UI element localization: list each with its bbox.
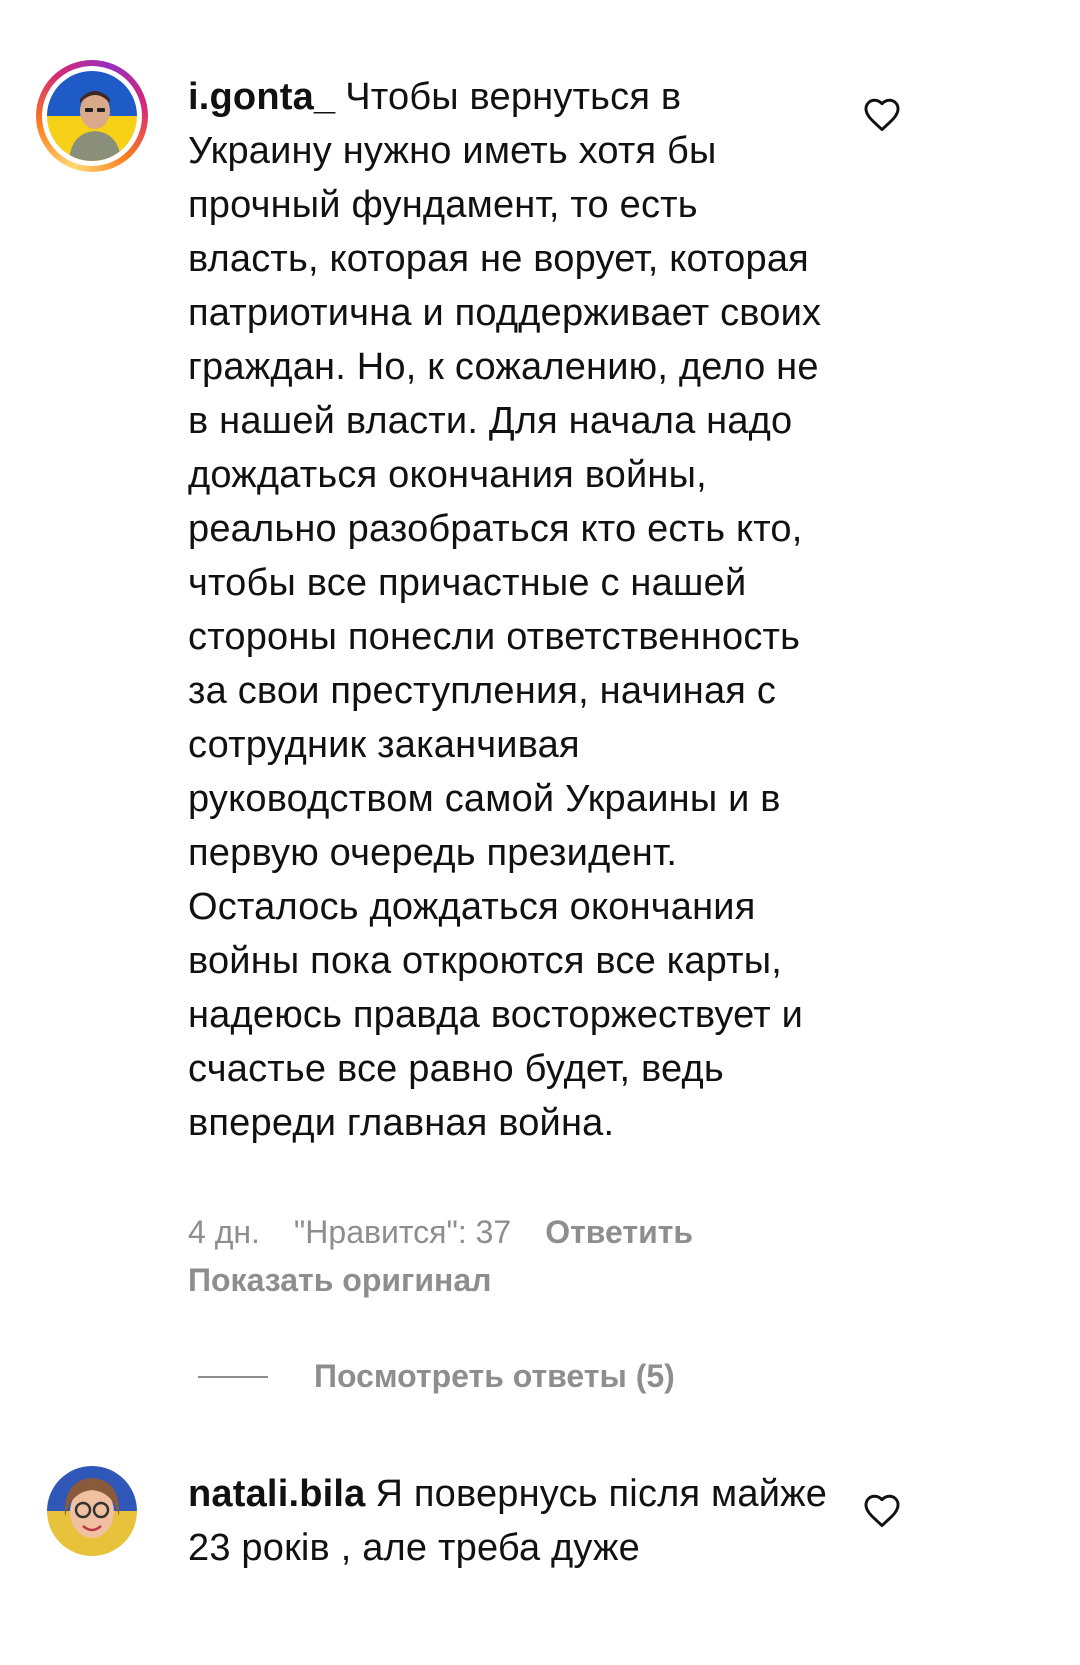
view-replies-label: Посмотреть ответы (5) (314, 1358, 675, 1394)
avatar-portrait (47, 1466, 137, 1556)
reply-button[interactable]: Ответить (545, 1214, 694, 1250)
comment-meta (188, 1214, 727, 1251)
heart-outline-icon[interactable] (862, 1492, 902, 1528)
comment-body: Я повернусь після майже 23 років , але треба дуже (188, 1473, 828, 1569)
avatar-ukraine-flag-portrait (47, 71, 137, 161)
heart-outline-icon[interactable] (862, 96, 902, 132)
avatar[interactable] (47, 71, 137, 161)
comment-username[interactable]: i.gonta_ (188, 76, 336, 118)
comment-timestamp: 4 дн. (188, 1214, 260, 1250)
replies-divider-line (198, 1376, 268, 1378)
avatar[interactable] (47, 1466, 137, 1556)
comment-username[interactable]: natali.bila (188, 1473, 366, 1515)
comment-like-count[interactable]: "Нравится": 37 (293, 1214, 512, 1250)
comment-item (0, 1440, 1080, 1665)
comment-text (188, 70, 828, 1150)
show-original-button[interactable]: Показать оригинал (188, 1262, 492, 1298)
view-replies-button[interactable] (198, 1358, 675, 1395)
comment-body: Чтобы вернуться в Украину нужно иметь хотя бы прочный фундамент, то есть власть, которая не ворует, которая патриотична и поддерживает своих граждан. Но, к сожалению, дело не в нашей власти. Для начала надо дождаться окончания войны, реально разобраться кто есть кто, чтобы все причастные с нашей стороны понесли ответственность за свои преступления, начиная с сотрудник заканчивая руководством самой Украины и в первую очередь президент. Осталось дождаться окончания войны пока откроются все карты, надеюсь правда восторжествует и счастье все равно будет, ведь впереди главная война. (188, 76, 822, 1144)
comment-text (188, 1467, 828, 1575)
